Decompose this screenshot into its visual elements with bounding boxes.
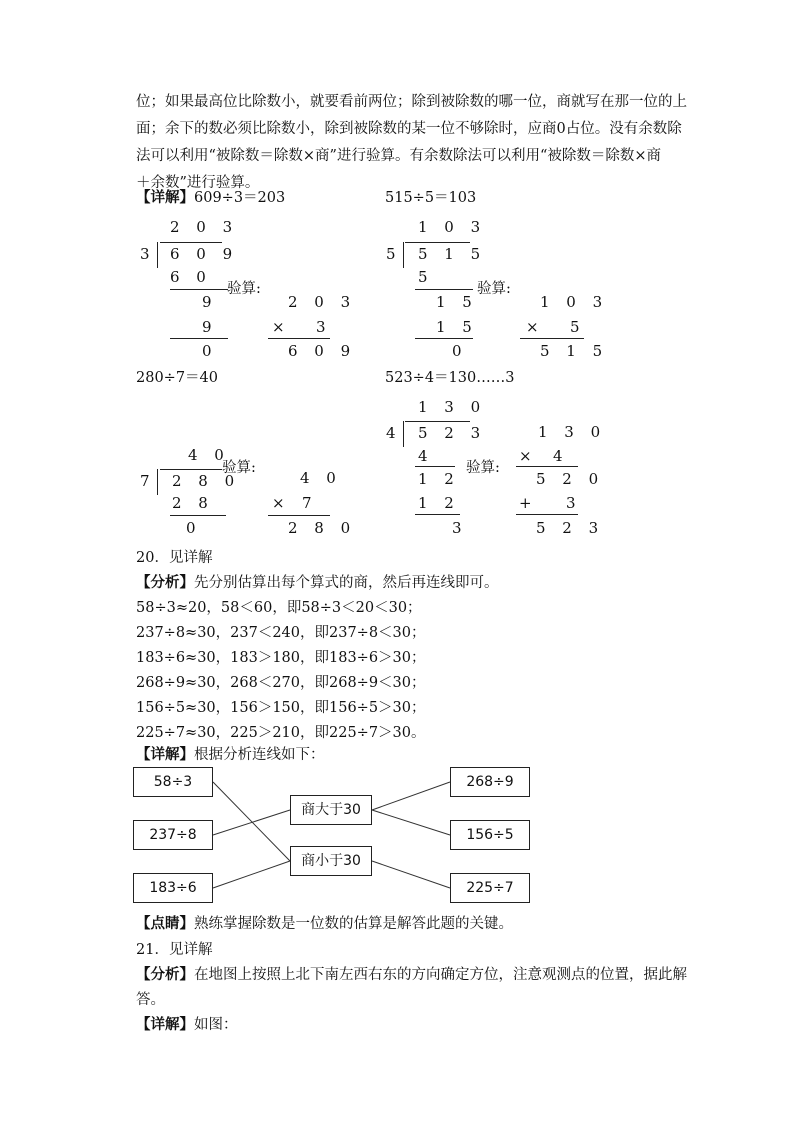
factor-b: 7	[302, 494, 318, 512]
check-label: 验算:	[466, 460, 500, 476]
times-sign: ×	[272, 494, 291, 512]
middle-box-less: 商小于30	[290, 846, 372, 876]
intro-line-4: ＋余数”进行验算。	[136, 175, 260, 191]
analysis-label: 【分析】	[136, 966, 194, 983]
right-box-225: 225÷7	[450, 873, 530, 903]
factor-a: 2 0 3	[288, 293, 357, 311]
quotient: 2 0 3	[170, 218, 239, 236]
tip-text: 熟练掌握除数是一位数的估算是解答此题的关键。	[194, 916, 513, 932]
divisor: 3	[140, 245, 156, 263]
subtrahend-1: 5	[418, 268, 434, 286]
q20-title: 20．见详解	[136, 550, 213, 566]
analysis-text: 在地图上按照上北下南左西右东的方向确定方位，注意观测点的位置，据此解	[194, 967, 687, 983]
quotient: 1 3 0	[418, 398, 487, 416]
right-box-268: 268÷9	[450, 767, 530, 797]
partial-product: 5 2 0	[536, 470, 605, 488]
addend-remainder: 3	[566, 494, 582, 512]
left-box-183: 183÷6	[133, 873, 213, 903]
check-label: 验算:	[222, 460, 256, 476]
subtrahend-2: 1 2	[418, 494, 460, 512]
product: 2 8 0	[288, 519, 357, 537]
factor-b: 5	[570, 318, 586, 336]
equation-280: 280÷7＝40	[136, 370, 219, 386]
connector	[213, 810, 290, 835]
plus-sign: +	[519, 494, 538, 512]
analysis-text: 先分别估算出每个算式的商，然后再连线即可。	[194, 575, 499, 591]
times-sign: ×	[519, 447, 538, 465]
right-box-156: 156÷5	[450, 820, 530, 850]
divisor: 5	[386, 245, 402, 263]
detail-text: 如图：	[194, 1017, 238, 1033]
left-box-58: 58÷3	[133, 767, 213, 797]
q21-title: 21．见详解	[136, 942, 213, 958]
factor-a: 4 0	[300, 469, 342, 487]
q20-line-2: 237÷8≈30，237＜240，即237÷8＜30；	[136, 625, 426, 641]
dividend: 5 1 5	[418, 245, 487, 263]
equation-609: 609÷3＝203	[194, 190, 286, 206]
remainder-final: 3	[452, 519, 468, 537]
q20-line-6: 225÷7≈30，225＞210，即225÷7＞30。	[136, 725, 426, 741]
subtrahend-2: 1 5	[436, 318, 478, 336]
q20-line-4: 268÷9≈30，268＜270，即268÷9＜30；	[136, 675, 426, 691]
factor-a: 1 3 0	[538, 423, 607, 441]
tip-label: 【点睛】	[136, 915, 194, 932]
q21-analysis	[136, 965, 687, 985]
subtrahend-1: 6 0	[170, 268, 212, 286]
dividend: 5 2 3	[418, 424, 487, 442]
equation-515: 515÷5＝103	[385, 190, 477, 206]
q20-line-3: 183÷6≈30，183＞180，即183÷6＞30；	[136, 650, 426, 666]
factor-a: 1 0 3	[540, 293, 609, 311]
detail-text: 根据分析连线如下：	[194, 747, 325, 763]
remainder-1: 1 5	[436, 293, 478, 311]
quotient: 4 0	[188, 446, 230, 464]
remainder-1: 1 2	[418, 470, 460, 488]
product: 6 0 9	[288, 342, 357, 360]
remainder-1: 9	[202, 293, 218, 311]
intro-line-3: 法可以利用“被除数＝除数×商”进行验算。有余数除法可以利用“被除数＝除数×商	[136, 148, 662, 164]
product: 5 2 3	[536, 519, 605, 537]
remainder-final: 0	[202, 342, 218, 360]
factor-b: 3	[316, 318, 332, 336]
connector	[372, 782, 450, 810]
q20-line-5: 156÷5≈30，156＞150，即156÷5＞30；	[136, 700, 426, 716]
q20-tip	[136, 914, 513, 934]
detail-label: 【详解】	[136, 746, 194, 763]
subtrahend-1: 4	[418, 447, 434, 465]
connector	[372, 861, 450, 888]
intro-line-2: 面；余下的数必须比除数小，除到被除数的某一位不够除时，应商0占位。没有余数除	[136, 121, 682, 137]
quotient: 1 0 3	[418, 218, 487, 236]
intro-line-1: 位；如果最高位比除数小，就要看前两位；除到被除数的哪一位，商就写在那一位的上	[136, 94, 687, 110]
connector	[213, 861, 290, 888]
remainder-final: 0	[452, 342, 468, 360]
detail-label: 【详解】	[136, 189, 194, 206]
divisor: 7	[140, 472, 156, 490]
q20-line-1: 58÷3≈20，58＜60，即58÷3＜20＜30；	[136, 600, 422, 616]
dividend: 2 8 0	[172, 472, 241, 490]
equation-523: 523÷4＝130……3	[385, 370, 515, 386]
times-sign: ×	[526, 318, 545, 336]
connector	[372, 810, 450, 835]
product: 5 1 5	[540, 342, 609, 360]
detail-label: 【详解】	[136, 1016, 194, 1033]
dividend: 6 0 9	[170, 245, 239, 263]
analysis-label: 【分析】	[136, 574, 194, 591]
left-box-237: 237÷8	[133, 820, 213, 850]
factor-b: 4	[553, 447, 569, 465]
subtrahend-1: 2 8	[172, 494, 214, 512]
subtrahend-2: 9	[202, 318, 218, 336]
connector	[213, 782, 290, 861]
check-label: 验算:	[227, 281, 261, 297]
check-label: 验算:	[477, 281, 511, 297]
times-sign: ×	[272, 318, 291, 336]
divisor: 4	[386, 424, 402, 442]
middle-box-greater: 商大于30	[290, 795, 372, 825]
q21-detail	[136, 1015, 238, 1035]
q21-analysis-cont: 答。	[136, 992, 165, 1008]
remainder-final: 0	[186, 519, 202, 537]
